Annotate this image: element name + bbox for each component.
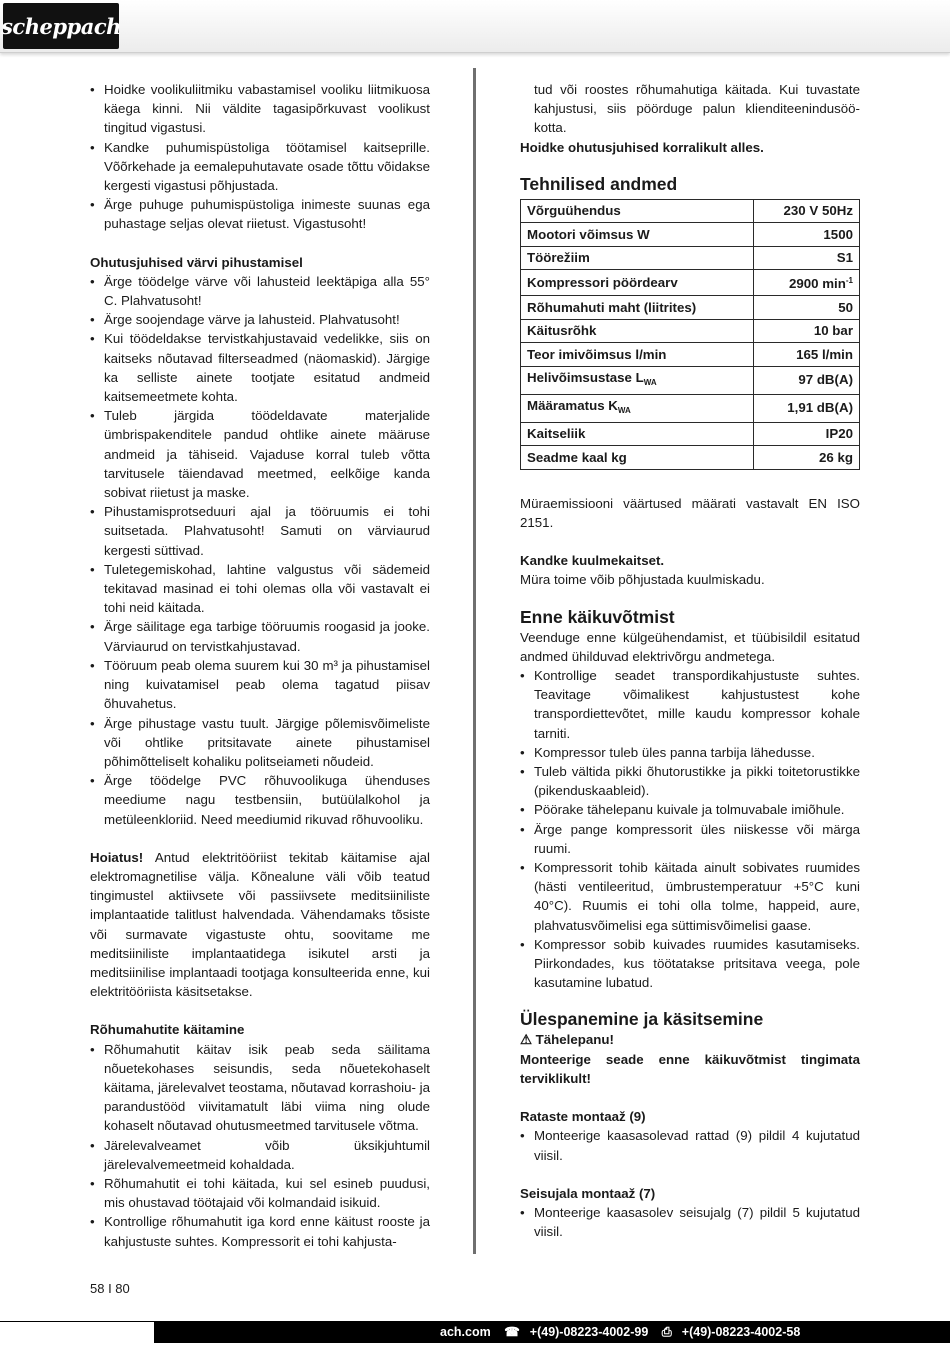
spec-label: Käitusrõhk [521, 319, 754, 343]
assembly-note: Monteerige seade enne käikuvõtmist tingimata terviklikult! [520, 1051, 860, 1086]
list-item: • Järelevalveamet võib üksikjuhtumil järelevalvemeetmeid kohaldada. [90, 1136, 430, 1174]
table-row [521, 223, 860, 247]
emf-warning-paragraph [90, 848, 430, 1002]
list-item: • Kontrollige seadet transpordikahjustuste suhtes. Teavitage võimalikest kahjustustest kohe transpordiettevõtet, mille kaudu kompressor kohale tarniti. [520, 666, 860, 743]
hearing-protection-text: Müra toime võib põhjustada kuulmiskadu. [520, 572, 765, 588]
footer-phone: +(49)-08223-4002-99 [529, 1325, 649, 1339]
spec-value: 26 kg [754, 446, 860, 470]
table-row [521, 246, 860, 270]
spec-value: 97 dB(A) [754, 366, 860, 394]
list-item: • Pihustamisprotseduuri ajal ja tööruumis ei tohi suitsetada. Plahvatusoht! Samuti on värviaurud kergesti süttivad. [90, 502, 430, 560]
startup-intro: Veenduge enne külgeühendamist, et tüübisildil esitatud andmed ühilduvad elektrivõrgu andmetega. [520, 629, 860, 664]
list-item: • Ärge töödelge värve või lahusteid leektäpiga alla 55° C. Plahvatusoht! [90, 272, 430, 310]
table-row [521, 199, 860, 223]
spec-label: Kompressori pöördearv [521, 270, 754, 296]
hearing-protection-heading: Kandke kuulmekaitset. [520, 553, 665, 569]
spec-label: Töörežiim [521, 246, 754, 270]
assembly-heading: Ülespanemine ja käsitsemine [520, 1009, 764, 1030]
startup-list [520, 666, 860, 992]
page-footer [0, 1321, 950, 1343]
table-row [521, 394, 860, 422]
spec-label: Teor imivõimsus l/min [521, 343, 754, 367]
paint-safety-list [90, 272, 430, 829]
right-column [520, 80, 860, 1241]
list-item: • Kompressor tuleb üles panna tarbija lähedusse. [520, 743, 860, 762]
fax-icon: ⎙ [661, 1325, 672, 1339]
list-item: • Rõhumahutit ei tohi käitada, kui sel esineb puudusi, mis ohustavad töötajaid või kolmandaid isikuid. [90, 1174, 430, 1212]
list-item: • Tööruum peab olema suurem kui 30 m³ ja pihustamisel ning kuivatamisel peab olema tagatud piisav õhuvahetus. [90, 656, 430, 714]
spec-value: 230 V 50Hz [754, 199, 860, 223]
spec-label: Määramatus $K_{WA}$ [521, 394, 754, 422]
footer-website: ach.com [440, 1325, 491, 1339]
list-item: • Ärge soojendage värve ja lahusteid. Plahvatusoht! [90, 310, 430, 329]
spec-value: 10 bar [754, 319, 860, 343]
paint-safety-heading: Ohutusjuhised värvi pihustamisel [90, 254, 303, 270]
column-divider [473, 68, 476, 1254]
footer-fax: +(49)-08223-4002-58 [681, 1325, 801, 1339]
pressure-tank-list [90, 1040, 430, 1251]
spec-value: IP20 [754, 422, 860, 446]
tech-data-table [520, 199, 860, 470]
spec-value: 165 l/min [754, 343, 860, 367]
warning-label: Hoiatus! [90, 849, 144, 865]
tech-data-heading: Tehnilised andmed [520, 173, 678, 194]
wheels-heading: Rataste montaaž (9) [520, 1109, 646, 1125]
list-item: • Ärge säilitage ega tarbige tööruumis roogasid ja jooke. Värviaurud on tervistkahjustavad. [90, 617, 430, 655]
phone-icon: ☎ [504, 1325, 520, 1339]
brand-logo: scheppach [3, 3, 119, 49]
spec-label: Võrguühendus [521, 199, 754, 223]
spec-label: Rõhumahuti maht (liitrites) [521, 296, 754, 320]
spec-label: Seadme kaal kg [521, 446, 754, 470]
list-item: • Kui töödeldakse tervistkahjustavaid vedelikke, siis on kaitseks nõutavad filterseadmed (näomaskid). Järgige ka selliste ainete tootjate esitatud andmeid kaitsemeetmete kohta. [90, 329, 430, 406]
spec-value: 50 [754, 296, 860, 320]
table-row [521, 319, 860, 343]
list-item: • Tuleb vältida pikki õhutorustikke ja pikki toitetorustikke (pikenduskaableid). [520, 762, 860, 800]
list-item: • Ärge pihustage vastu tuult. Järgige põlemisvõimeliste või ohtlike pritsitavate ainete pihustamisel põhimõtteliselt kohaliku politseiameti nõudeid. [90, 714, 430, 772]
list-item: • Pöörake tähelepanu kuivale ja tolmuvabale imiõhule. [520, 800, 860, 819]
list-item: • Ärge pange kompressorit üles niiskesse või märga ruumi. [520, 820, 860, 858]
spec-value: 1,91 dB(A) [754, 394, 860, 422]
left-column [90, 80, 430, 1251]
continuation-text: tud või roostes rõhumahutiga käitada. Kui tuvastate kahjustusi, siis pöörduge palun klienditeenindusöö-kotta. [534, 82, 860, 136]
warning-triangle-icon: ⚠ [520, 1032, 532, 1048]
list-item: • Monteerige kaasasolev seisujalg (7) pildil 5 kujutatud viisil. [520, 1203, 860, 1241]
page-number: 58 I 80 [90, 1281, 130, 1296]
list-item: • Tuletegemiskohad, lahtine valgustus või sädemeid tekitavad masinad ei tohi olemas olla või vastavalt ei tohi neid käitada. [90, 560, 430, 618]
list-item: • Monteerige kaasasolevad rattad (9) pildil 4 kujutatud viisil. [520, 1126, 860, 1164]
spec-label: Kaitseliik [521, 422, 754, 446]
list-item: • Kompressorit tohib käitada ainult sobivates ruumides (hästi ventileeritud, ümbrustemperatuur +5°C kuni 40°C). Ruumis ei tohi olla tolme, happeid, aure, plahvatusvõimelisi ega süttimisvõimelisi gaase. [520, 858, 860, 935]
table-row [521, 366, 860, 394]
noise-emission-text: Müraemissiooni väärtused määrati vastavalt EN ISO 2151. [520, 495, 860, 531]
table-row [521, 296, 860, 320]
spec-label: Mootori võimsus W [521, 223, 754, 247]
warning-text: Antud elektritööriist tekitab käitamise ajal elektromagnetilise välja. Kõnealune väli võib teatud tingimustel aktiivsete või passiivsete meditsiiniliste implantaatide talitlust halvendada. Vähendamaks tõsiste või surmavate vigastuste ohtu, soovitame me meditsiiniliste implantaatidega isikutel arsti ja meditsiinilise implantaadi tootjaga konsulteerida enne, kui elektritööriista käsitsetakse. [90, 849, 430, 1000]
startup-heading: Enne käikuvõtmist [520, 606, 675, 627]
list-item: • Kandke puhumispüstoliga töötamisel kaitseprille. Võõrkehade ja eemalepuhutavate osade tõttu võidakse kergesti vigastusi põhjustada. [90, 138, 430, 196]
stand-list [520, 1203, 860, 1241]
attention-note: ⚠ Tähelepanu! [520, 1030, 860, 1049]
list-item: • Kompressor sobib kuivades ruumides kasutamiseks. Piirkondades, kus töötatakse pritsitava veega, pole kasutamine lubatud. [520, 935, 860, 993]
pressure-tank-heading: Rõhumahutite käitamine [90, 1022, 245, 1038]
spec-label: Helivõimsustase $L_{WA}$ [521, 366, 754, 394]
page-header [0, 0, 950, 53]
list-item: • Rõhumahutit käitav isik peab seda säilitama nõuetekohases seisundis, seda nõuetekohaselt käitama, järelevalvet teostama, nõutavad korrashoiu- ja parandustööd viivitamatult läbi viima ning olude kohaselt nõutavad ohutusmeetmed tarvitusele võtma. [90, 1040, 430, 1136]
keep-instructions-note: Hoidke ohutusjuhised korralikult alles. [520, 139, 764, 155]
spec-value: 1500 [754, 223, 860, 247]
stand-heading: Seisujala montaaž (7) [520, 1185, 656, 1201]
list-item: • Tuleb järgida töödeldavate materjalide ümbrispakenditele pandud ohtlike ainete määruse andmeid ja tähiseid. Vajaduse korral tuleb võtta tarvitusele täiendavad meetmed, eelkõige kanda sobivat riietust ja maske. [90, 406, 430, 502]
spec-value: S1 [754, 246, 860, 270]
table-row [521, 422, 860, 446]
list-item: • Ärge töödelge PVC rõhuvoolikuga ühenduses meediume nagu testbensiin, butüülalkohol ja metüleenkloriid. Need meediumid rikuvad rõhuvooliku. [90, 771, 430, 829]
spec-value: 2900 $\min^{-1}$ [754, 270, 860, 296]
table-row [521, 446, 860, 470]
list-item: • Ärge puhuge puhumispüstoliga inimeste suunas ega puhastage seljas olevat riietust. Vigastusoht! [90, 195, 430, 233]
list-item: • Kontrollige rõhumahutit iga kord enne käitust rooste ja kahjustuste suhtes. Kompressorit ei tohi kahjusta- [90, 1212, 430, 1250]
wheels-list [520, 1126, 860, 1164]
table-row [521, 270, 860, 296]
intro-list [90, 80, 430, 234]
footer-contact [440, 1321, 810, 1343]
table-row [521, 343, 860, 367]
list-item: • Hoidke voolikuliitmiku vabastamisel vooliku liitmikuosa käega kinni. Nii väldite tagasipõrkuvast voolikust tingitud vigastusi. [90, 80, 430, 138]
